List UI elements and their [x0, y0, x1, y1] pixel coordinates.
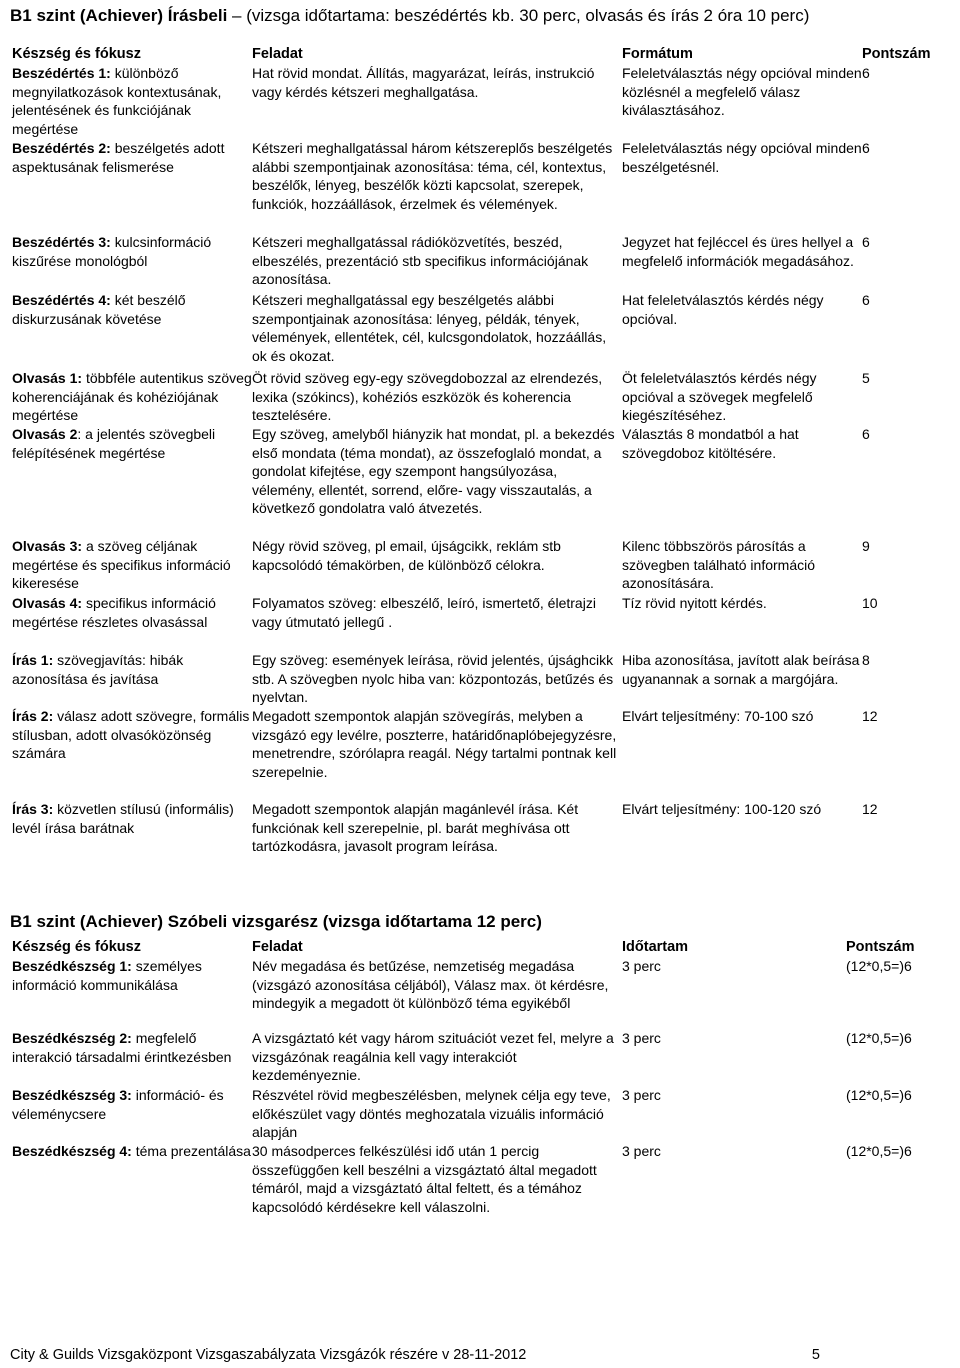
table-row [12, 139, 952, 233]
points-cell: 9 [862, 538, 870, 554]
column-header-task: Feladat [252, 939, 303, 955]
column-header-task: Feladat [252, 46, 303, 62]
skill-description: megfelelő interakció társadalmi érintkezésben [12, 1030, 232, 1065]
table-row [12, 425, 952, 537]
skill-name: Beszédértés 3: [12, 234, 111, 250]
points-cell: 6 [862, 426, 870, 442]
skill-cell [12, 1086, 252, 1142]
skill-cell [12, 1142, 252, 1242]
table-row [12, 537, 952, 594]
task-cell: Kétszeri meghallgatással rádióközvetítés, beszéd, elbeszélés, prezentáció stb specifikus információjának azonosítása. [252, 234, 589, 288]
task-cell: A vizsgáztató két vagy három szituációt vezet fel, melyre a vizsgázónak reagálnia kell vagy interakciót kezdeményeznie. [252, 1030, 614, 1084]
skill-name: Beszédértés 1: [12, 65, 111, 81]
format-cell: Tíz rövid nyitott kérdés. [622, 595, 767, 611]
skill-cell [12, 651, 252, 707]
points-cell: 6 [862, 292, 870, 308]
skill-name: Írás 2: [12, 708, 54, 724]
points-cell: 12 [862, 708, 878, 724]
table-row [12, 957, 952, 1029]
skill-name: Olvasás 3: [12, 538, 83, 554]
written-section-title: B1 szint (Achiever) Írásbeli – (vizsga időtartama: beszédértés kb. 30 perc, olvasás és írás 2 óra 10 perc) [10, 6, 810, 25]
points-cell: (12*0,5=)6 [846, 958, 912, 974]
format-cell: Öt feleletválasztós kérdés négy opcióval a szövegek megfelelő kiegészítéséhez. [622, 370, 817, 424]
skill-description: specifikus információ megértése részletes olvasással [12, 595, 216, 630]
page-number: 5 [811, 1347, 820, 1363]
skill-name: Beszédkészség 3: [12, 1087, 132, 1103]
skill-description: téma prezentálása [131, 1143, 251, 1159]
task-cell: Név megadása és betűzése, nemzetiség megadása (vizsgázó azonosítása céljából), Válasz max. öt kérdésre, mindegyik a megadott öt különböző téma egyikéből [252, 958, 609, 1012]
points-cell: 12 [862, 801, 878, 817]
skill-cell [12, 707, 252, 800]
oral-exam-table [12, 938, 952, 1242]
format-cell: Feleletválasztás négy opcióval minden beszélgetésnél. [622, 140, 862, 175]
column-header-duration: Időtartam [622, 939, 689, 955]
skill-cell [12, 425, 252, 537]
skill-description: szövegjavítás: hibák azonosítása és javítása [12, 652, 184, 687]
column-header-format: Formátum [622, 46, 693, 62]
skill-description: többféle autentikus szöveg koherenciájának és kohéziójának megértése [12, 370, 252, 424]
skill-description: kulcsinformáció kiszűrése monológból [12, 234, 212, 269]
points-cell: 8 [862, 652, 870, 668]
oral-section-title: B1 szint (Achiever) Szóbeli vizsgarész (vizsga időtartama 12 perc) [10, 912, 542, 931]
task-cell: Egy szöveg, amelyből hiányzik hat mondat, pl. a bekezdés első mondata (téma mondat), az összefoglaló mondat, a gondolat kifejtése, egy szempont hangsúlyozása, vélemény, ellentét, sorrend, előre- vagy visszautalás, a következő gondolatra való átvezetés. [252, 426, 615, 517]
table-row [12, 1029, 952, 1086]
points-cell: 6 [862, 140, 870, 156]
table-header-row [12, 938, 952, 957]
table-row [12, 233, 952, 291]
skill-name: Beszédkészség 1: [12, 958, 132, 974]
task-cell: Megadott szempontok alapján szövegírás, melyben a vizsgázó egy levélre, poszterre, határidőnaplóbejegyzésre, menetrendre, szórólapra reagál. Négy tartalmi pontnak kell szerepelnie. [252, 708, 617, 780]
task-cell: Hat rövid mondat. Állítás, magyarázat, leírás, instrukció vagy kérdés kétszeri meghallgatása. [252, 65, 595, 100]
format-cell: Elvárt teljesítmény: 100-120 szó [622, 801, 822, 817]
column-header-skill: Készség és fókusz [12, 46, 141, 62]
format-cell: Hat feleletválasztós kérdés négy opcióval. [622, 292, 824, 327]
points-cell: (12*0,5=)6 [846, 1087, 912, 1103]
table-row [12, 800, 952, 880]
points-cell: 10 [862, 595, 878, 611]
task-cell: Részvétel rövid megbeszélésben, melynek célja egy teve, előkészület vagy döntés meghozatala vizuális információ alapján [252, 1087, 611, 1141]
points-cell: 6 [862, 234, 870, 250]
skill-description: : a jelentés szövegbeli felépítésének megértése [12, 426, 216, 461]
table-row [12, 1086, 952, 1142]
skill-description: két beszélő diskurzusának követése [12, 292, 186, 327]
format-cell: Hiba azonosítása, javított alak beírása ugyanannak a sornak a margójára. [622, 652, 860, 687]
duration-cell: 3 perc [622, 1030, 661, 1046]
skill-cell [12, 64, 252, 139]
format-cell: Kilenc többszörös párosítás a szövegben található információ azonosítására. [622, 538, 816, 592]
skill-name: Írás 3: [12, 801, 54, 817]
table-row [12, 594, 952, 651]
task-cell: Kétszeri meghallgatással egy beszélgetés alábbi szempontjainak azonosítása: lényeg, példák, tények, vélemények, ellentétek, cél, kulcsgondolatok, hozzáállás, ok és okozat. [252, 292, 607, 364]
format-cell: Választás 8 mondatból a hat szövegdoboz kitöltésére. [622, 426, 799, 461]
skill-name: Olvasás 2 [12, 426, 78, 442]
skill-description: személyes információ kommunikálása [12, 958, 202, 993]
table-row [12, 707, 952, 800]
points-cell: (12*0,5=)6 [846, 1143, 912, 1159]
table-row [12, 369, 952, 425]
points-cell: 6 [862, 65, 870, 81]
skill-name: Írás 1: [12, 652, 54, 668]
page-footer [10, 1347, 820, 1363]
written-exam-table [12, 45, 952, 880]
task-cell: Kétszeri meghallgatással három kétszereplős beszélgetés alábbi szempontjainak azonosítása: téma, cél, kontextus, beszélők, lényeg, beszélők közti kapcsolat, szerepek, funkciók, hozzáállások, érzelmek és vélemények. [252, 140, 613, 212]
task-cell: Megadott szempontok alapján magánlevél írása. Két funkciónak kell szerepelnie, pl. barát meghívása ott tartózkodásra, javasolt program leírása. [252, 801, 579, 855]
task-cell: 30 másodperces felkészülési idő után 1 percig összefüggően kell beszélni a vizsgáztató által megadott témáról, majd a vizsgáztató által feltett, és a témához kapcsolódó kérdésekre kell válaszolni. [252, 1143, 597, 1215]
task-cell: Egy szöveg: események leírása, rövid jelentés, újsághcikk stb. A szövegben nyolc hiba van: központozás, betűzés és nyelvtan. [252, 652, 614, 706]
table-row [12, 291, 952, 369]
table-header-row [12, 45, 952, 64]
skill-name: Beszédkészség 4: [12, 1143, 132, 1159]
points-cell: (12*0,5=)6 [846, 1030, 912, 1046]
skill-description: a szöveg céljának megértése és specifikus információ kikeresése [12, 538, 231, 592]
format-cell: Jegyzet hat fejléccel és üres hellyel a megfelelő információk megadásához. [622, 234, 854, 269]
skill-cell [12, 139, 252, 233]
skill-name: Beszédértés 4: [12, 292, 111, 308]
skill-name: Olvasás 1: [12, 370, 83, 386]
skill-cell [12, 537, 252, 594]
skill-description: különböző megnyilatkozások kontextusának, jelentésének és funkciójának megértése [12, 65, 222, 137]
column-header-skill: Készség és fókusz [12, 939, 141, 955]
points-cell: 5 [862, 370, 870, 386]
skill-cell [12, 594, 252, 651]
table-row [12, 1142, 952, 1242]
skill-cell [12, 233, 252, 291]
skill-cell [12, 957, 252, 1029]
skill-name: Beszédértés 2: [12, 140, 111, 156]
skill-description: információ- és véleménycsere [12, 1087, 224, 1122]
skill-cell [12, 800, 252, 880]
skill-name: Beszédkészség 2: [12, 1030, 132, 1046]
format-cell: Elvárt teljesítmény: 70-100 szó [622, 708, 814, 724]
table-row [12, 64, 952, 139]
table-row [12, 651, 952, 707]
skill-description: beszélgetés adott aspektusának felismerése [12, 140, 225, 175]
duration-cell: 3 perc [622, 1143, 661, 1159]
task-cell: Folyamatos szöveg: elbeszélő, leíró, ismertető, életrajzi vagy útmutató jellegű . [252, 595, 596, 630]
column-header-points: Pontszám [846, 939, 915, 955]
format-cell: Feleletválasztás négy opcióval minden közlésnél a megfelelő válasz kiválasztásához. [622, 65, 862, 119]
skill-cell [12, 1029, 252, 1086]
task-cell: Öt rövid szöveg egy-egy szövegdobozzal az elrendezés, lexika (szókincs), kohéziós eszközök és koherencia tesztelésére. [252, 370, 603, 424]
task-cell: Négy rövid szöveg, pl email, újságcikk, reklám stb kapcsolódó témakörben, de különböző célokra. [252, 538, 561, 573]
skill-cell [12, 369, 252, 425]
duration-cell: 3 perc [622, 1087, 661, 1103]
column-header-points: Pontszám [862, 46, 931, 62]
skill-cell [12, 291, 252, 369]
duration-cell: 3 perc [622, 958, 661, 974]
skill-description: válasz adott szövegre, formális stílusban, adott olvasóközönség számára [12, 708, 250, 762]
footer-text: City & Guilds Vizsgaközpont Vizsgaszabályzata Vizsgázók részére v 28-11-2012 [10, 1347, 527, 1363]
skill-name: Olvasás 4: [12, 595, 83, 611]
skill-description: közvetlen stílusú (informális) levél írása barátnak [12, 801, 234, 836]
